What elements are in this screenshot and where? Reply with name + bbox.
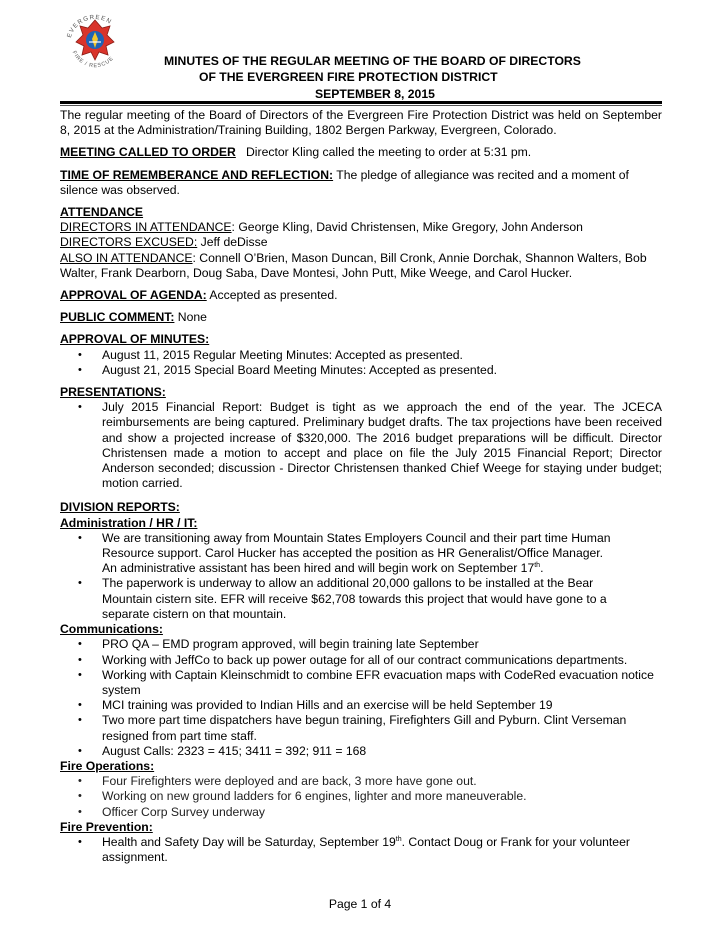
agenda-heading: APPROVAL OF AGENDA:: [60, 288, 207, 303]
directors-in-list: : George Kling, David Christensen, Mike Gregory, John Anderson: [231, 220, 583, 235]
fire-prevention-heading: Fire Prevention:: [60, 819, 153, 834]
attendance-section: [60, 205, 662, 281]
communications-list: [60, 637, 662, 759]
presentations-section: [60, 385, 662, 491]
list-item: [60, 835, 662, 865]
communications-heading: Communications:: [60, 622, 163, 637]
list-item: • Two more part time dispatchers have begun training, Firefighters Gill and Pyburn. Clint Verseman resigned from part time staff.: [60, 713, 662, 743]
admin-item-1-line-2: Resource support. Carol Hucker has accepted the position as HR Generalist/Office Manager.: [102, 546, 604, 561]
list-item: • August 21, 2015 Special Board Meeting Minutes: Accepted as presented.: [60, 363, 662, 378]
admin-item-2-line-3: separate cistern on that mountain.: [102, 606, 287, 621]
agenda-text: Accepted as presented.: [206, 288, 338, 303]
title-line-1: MINUTES OF THE REGULAR MEETING OF THE BOARD OF DIRECTORS: [164, 54, 581, 68]
minutes-body: [60, 108, 662, 865]
title-line-3: SEPTEMBER 8, 2015: [315, 87, 435, 101]
admin-list: [60, 531, 662, 622]
called-to-order: [60, 145, 662, 160]
list-item: • August 11, 2015 Regular Meeting Minutes: Accepted as presented.: [60, 348, 662, 363]
list-item: • Working on new ground ladders for 6 engines, lighter and more maneuverable.: [60, 789, 662, 804]
admin-item-2-line-1: The paperwork is underway to allow an additional 20,000 gallons to be installed at the Bear: [102, 576, 594, 591]
presentations-list: [60, 400, 662, 491]
header-rule-thin: [60, 105, 662, 106]
division-heading: DIVISION REPORTS:: [60, 500, 180, 515]
public-comment-text: None: [174, 310, 207, 325]
directors-in-attendance: [60, 220, 662, 235]
admin-heading: Administration / HR / IT:: [60, 515, 198, 530]
list-item: • Working with Captain Kleinschmidt to combine EFR evacuation maps with CodeRed evacuation notice system: [60, 668, 662, 698]
approval-of-agenda: [60, 288, 662, 303]
public-comment: [60, 310, 662, 325]
also-list: : Connell O’Brien, Mason Duncan, Bill Cronk, Annie Dorchak, Shannon Walters, Bob Walter, Frank Dearborn, Doug Saba, Dave Montesi, John Putt, Mike Weege, and Carol Hucker.: [60, 250, 647, 280]
maltese-cross-icon: [76, 20, 114, 60]
list-item: • Four Firefighters were deployed and are back, 3 more have gone out.: [60, 774, 662, 789]
directors-in-label: DIRECTORS IN ATTENDANCE: [60, 220, 232, 235]
remembrance-heading: TIME OF REMEMBERANCE AND REFLECTION:: [60, 167, 334, 182]
directors-excused-label: DIRECTORS EXCUSED:: [60, 235, 198, 250]
list-item: • MCI training was provided to Indian Hills and an exercise will be held September 19: [60, 698, 662, 713]
intro-paragraph: The regular meeting of the Board of Directors of the Evergreen Fire Protection District was held on September 8, 2015 at the Administration/Training Building, 1802 Bergen Parkway, Evergreen, Colorado.: [60, 108, 662, 138]
page-number: Page 1 of 4: [328, 897, 392, 911]
remembrance-text: The pledge of allegiance was recited and a moment of silence was observed.: [60, 167, 629, 197]
list-item: • Working with JeffCo to back up power outage for all of our contract communications departments.: [60, 653, 662, 668]
admin-item-1-line-3: An administrative assistant has been hired and will begin work on September 17: [102, 561, 535, 576]
admin-item-1-sup: th: [534, 562, 541, 570]
remembrance: [60, 168, 662, 198]
list-item: • August Calls: 2323 = 415; 3411 = 392; 911 = 168: [60, 744, 662, 759]
directors-excused: [60, 235, 662, 250]
minutes-approval-section: [60, 332, 662, 378]
also-in-attendance: [60, 251, 662, 281]
fire-prevention-list: [60, 835, 662, 865]
admin-item-1-line-1: We are transitioning away from Mountain States Employers Council and their part time Human: [102, 530, 611, 545]
logo-text-top: EVERGREEN: [65, 13, 114, 39]
presentations-heading: PRESENTATIONS:: [60, 385, 166, 400]
evergreen-fire-rescue-logo: [62, 6, 128, 82]
list-item: [60, 531, 662, 577]
called-to-order-text: Director Kling called the meeting to order at 5:31 pm.: [246, 145, 532, 160]
directors-excused-list: Jeff deDisse: [197, 235, 268, 250]
list-item: • July 2015 Financial Report: Budget is tight as we approach the end of the year. The JCECA reimbursements are being captured. Preliminary budget drafts. The tax projections have been received and show a projected increase of $320,000. The 2016 budget preparations will be difficult. Director Christensen made a motion to accept and place on file the July 2015 Financial Report; Director Anderson seconded; discussion - Director Christensen thanked Chief Weege for staying under budget; motion carried.: [60, 400, 662, 491]
prevention-item-start: Health and Safety Day will be Saturday, September 19: [102, 834, 396, 849]
minutes-heading: APPROVAL OF MINUTES:: [60, 332, 210, 347]
logo-text-bottom: FIRE / RESCUE: [70, 50, 116, 70]
list-item: • PRO QA – EMD program approved, will begin training late September: [60, 637, 662, 652]
prevention-item-sup: th: [395, 835, 402, 843]
public-comment-heading: PUBLIC COMMENT:: [60, 310, 175, 325]
prevention-item-end: . Contact Doug or Frank for your volunteer assignment.: [102, 834, 630, 865]
attendance-heading: ATTENDANCE: [60, 205, 144, 220]
title-line-2: OF THE EVERGREEN FIRE PROTECTION DISTRICT: [199, 70, 498, 84]
division-reports-section: [60, 500, 662, 865]
list-item: [60, 576, 662, 622]
minutes-list: [60, 348, 662, 378]
also-label: ALSO IN ATTENDANCE: [60, 250, 193, 265]
fire-operations-heading: Fire Operations:: [60, 758, 155, 773]
admin-item-1-end: .: [540, 561, 544, 576]
fire-operations-list: [60, 774, 662, 820]
header-rule-thick: [60, 101, 662, 104]
called-to-order-heading: MEETING CALLED TO ORDER: [60, 145, 236, 160]
admin-item-2-line-2: Mountain cistern site. EFR will receive $62,708 towards this project that would have gone to a: [102, 591, 607, 606]
list-item: • Officer Corp Survey underway: [60, 805, 662, 820]
